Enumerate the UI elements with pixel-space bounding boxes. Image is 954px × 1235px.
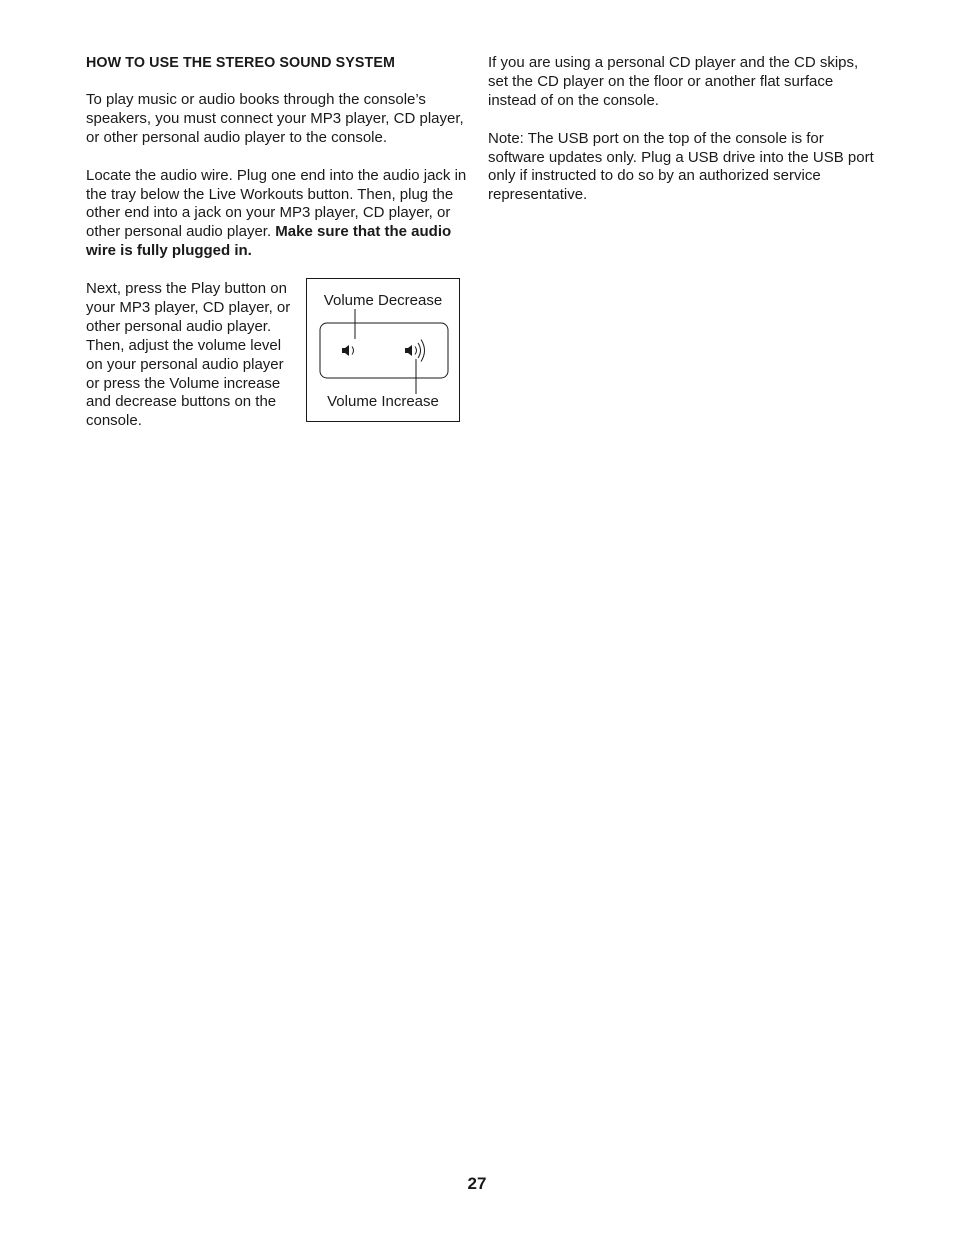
cd-player-paragraph: If you are using a personal CD player and the CD skips, set the CD player on the floor or another flat surface instead of on the console. [488,54,859,109]
page-number: 27 [467,1174,487,1193]
volume-button-panel [320,323,448,378]
volume-increase-label: Volume Increase [327,393,439,411]
speaker-low-icon [342,345,354,356]
volume-buttons-figure [306,278,460,422]
audio-wire-warning: Make sure that the audio wire is fully plugged in. [86,223,452,260]
play-instructions-block [86,280,470,460]
usb-note-paragraph: Note: The USB port on the top of the console is for software updates only. Plug a USB drive into the USB port only if instructed to do so by an authorized service representative. [488,129,874,204]
volume-decrease-label: Volume Decrease [323,292,443,310]
section-heading: HOW TO USE THE STEREO SOUND SYSTEM [86,55,395,71]
play-instructions-paragraph: Next, press the Play button on your MP3 player, CD player, or other personal audio player. Then, adjust the volume level on your personal audio player or press the Volume increase and decrease buttons on the console. [86,280,291,430]
right-column [488,54,880,224]
left-column [86,54,470,460]
speaker-high-icon [405,340,425,362]
audio-wire-text: Locate the audio wire. Plug one end into the audio jack in the tray below the Live Workouts button. Then, plug the other end into a jack on your MP3 player, CD player, or other personal audio player. [86,166,467,241]
intro-paragraph: To play music or audio books through the console’s speakers, you must connect your MP3 player, CD player, or other personal audio player to the console. [86,91,464,146]
audio-wire-paragraph [86,167,470,262]
